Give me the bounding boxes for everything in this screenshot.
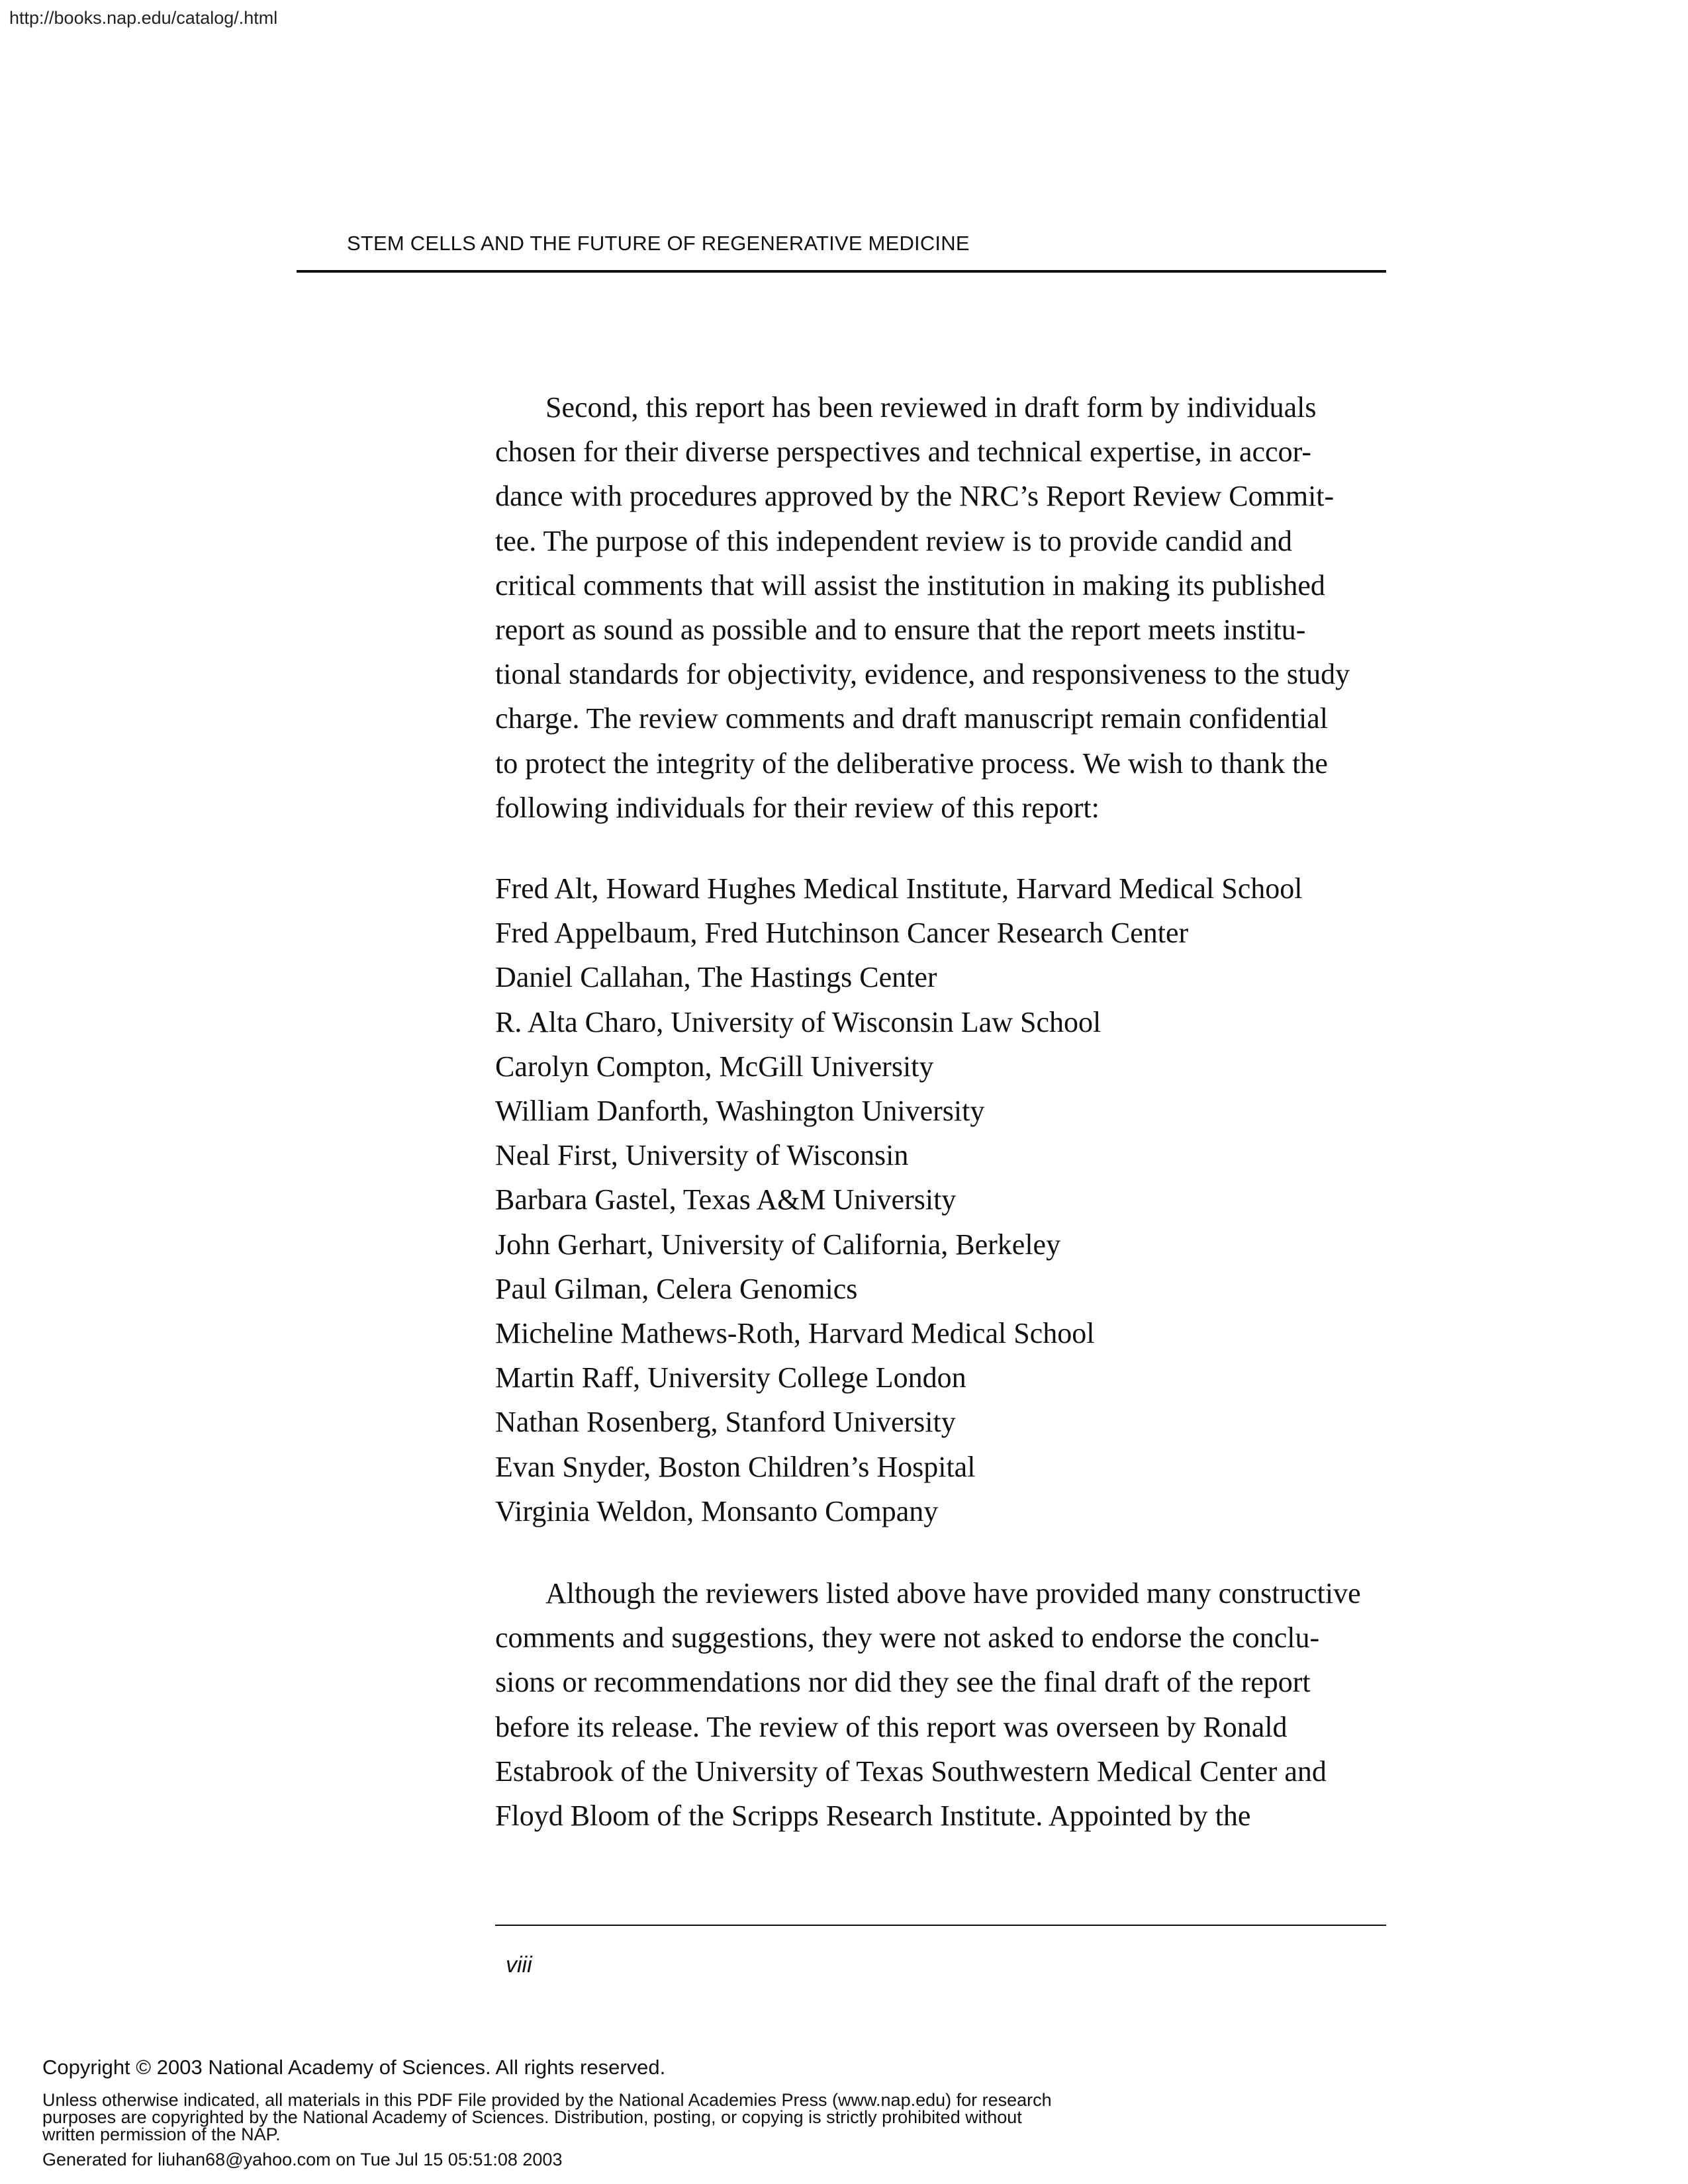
header-rule xyxy=(297,270,1386,273)
paragraph-line: tional standards for objectivity, evidence, and responsiveness to the study xyxy=(495,658,1350,691)
reviewer-item: Virginia Weldon, Monsanto Company xyxy=(495,1494,939,1527)
reviewer-item: Micheline Mathews-Roth, Harvard Medical School xyxy=(495,1317,1095,1350)
paragraph-line: before its release. The review of this report was overseen by Ronald xyxy=(495,1710,1288,1743)
reviewer-list xyxy=(495,866,1386,1533)
reviewer-item: Martin Raff, University College London xyxy=(495,1361,966,1394)
paragraph-line: to protect the integrity of the deliberative process. We wish to thank the xyxy=(495,747,1328,780)
reviewer-item: William Danforth, Washington University xyxy=(495,1095,985,1128)
source-url[interactable]: http://books.nap.edu/catalog/.html xyxy=(9,8,278,28)
copyright-notice: Copyright © 2003 National Academy of Sciences. All rights reserved. xyxy=(42,2056,666,2079)
reviewer-item: John Gerhart, University of California, Berkeley xyxy=(495,1228,1061,1261)
reviewer-item: Carolyn Compton, McGill University xyxy=(495,1050,934,1083)
reviewer-item: Barbara Gastel, Texas A&M University xyxy=(495,1183,957,1216)
paragraph-line: chosen for their diverse perspectives and technical expertise, in accor- xyxy=(495,435,1312,469)
reviewer-item: Evan Snyder, Boston Children’s Hospital xyxy=(495,1450,976,1483)
reviewer-item: Fred Alt, Howard Hughes Medical Institute, Harvard Medical School xyxy=(495,872,1303,905)
usage-notice xyxy=(42,2091,1052,2143)
paragraph-line: report as sound as possible and to ensure that the report meets institu- xyxy=(495,614,1306,647)
reviewer-item: Paul Gilman, Celera Genomics xyxy=(495,1272,858,1305)
reviewer-item: Daniel Callahan, The Hastings Center xyxy=(495,961,937,994)
paragraph-line: following individuals for their review of this report: xyxy=(495,791,1100,824)
paragraph-line: Although the reviewers listed above have provided many constructive xyxy=(545,1577,1361,1610)
page-number: viii xyxy=(506,1952,532,1978)
paragraph-line: tee. The purpose of this independent review is to provide candid and xyxy=(495,524,1292,557)
paragraph-line: critical comments that will assist the institution in making its published xyxy=(495,569,1325,602)
running-head: STEM CELLS AND THE FUTURE OF REGENERATIVE MEDICINE xyxy=(347,232,970,255)
paragraph-review-process xyxy=(495,385,1386,830)
generated-stamp: Generated for liuhan68@yahoo.com on Tue Jul 15 05:51:08 2003 xyxy=(42,2150,563,2169)
notice-line: written permission of the NAP. xyxy=(42,2124,281,2144)
reviewer-item: Nathan Rosenberg, Stanford University xyxy=(495,1406,956,1439)
reviewer-item: Neal First, University of Wisconsin xyxy=(495,1139,909,1172)
reviewer-item: Fred Appelbaum, Fred Hutchinson Cancer Research Center xyxy=(495,917,1189,950)
paragraph-line: Floyd Bloom of the Scripps Research Institute. Appointed by the xyxy=(495,1799,1251,1833)
notice-line: Unless otherwise indicated, all materials in this PDF File provided by the National Academies Press (www.nap.edu) for research xyxy=(42,2090,1052,2110)
notice-line: purposes are copyrighted by the National Academy of Sciences. Distribution, posting, or copying is strictly prohibited without xyxy=(42,2107,1022,2127)
paragraph-line: sions or recommendations nor did they see the final draft of the report xyxy=(495,1666,1311,1699)
reviewer-item: R. Alta Charo, University of Wisconsin Law School xyxy=(495,1005,1102,1038)
paragraph-line: charge. The review comments and draft manuscript remain confidential xyxy=(495,702,1329,735)
paragraph-line: Second, this report has been reviewed in draft form by individuals xyxy=(545,391,1317,424)
paragraph-line: comments and suggestions, they were not asked to endorse the conclu- xyxy=(495,1621,1320,1655)
paragraph-review-oversight xyxy=(495,1571,1386,1838)
paragraph-line: Estabrook of the University of Texas Southwestern Medical Center and xyxy=(495,1754,1327,1788)
paragraph-line: dance with procedures approved by the NRC’s Report Review Commit- xyxy=(495,480,1335,513)
footer-rule xyxy=(495,1925,1386,1926)
